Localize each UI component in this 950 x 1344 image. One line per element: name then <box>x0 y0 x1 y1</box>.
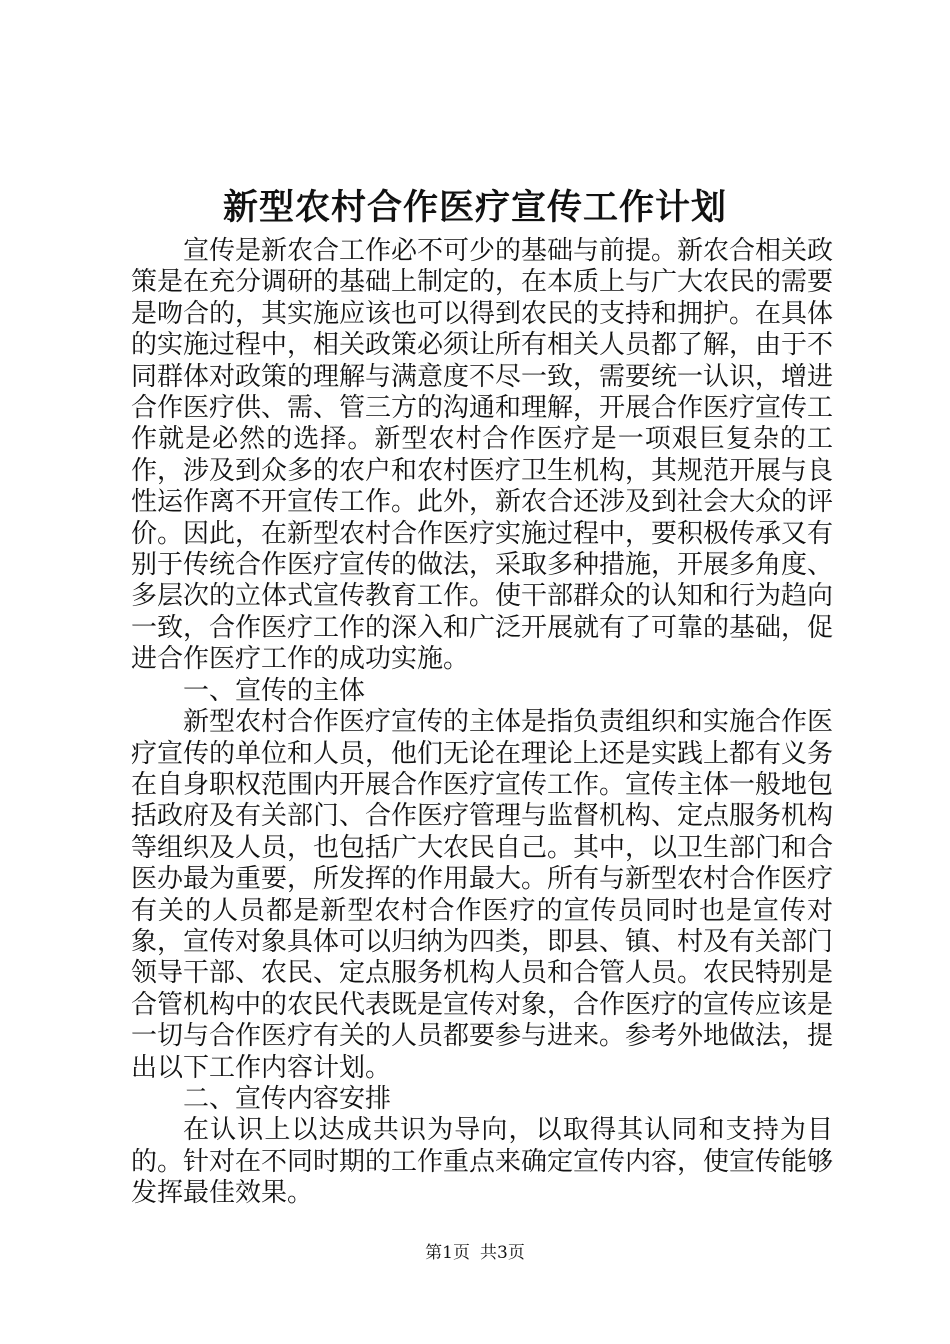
paragraph-content: 在认识上以达成共识为导向，以取得其认同和支持为目的。针对在不同时期的工作重点来确定宣传内容，使宣传能够发挥最佳效果。 <box>131 1115 834 1209</box>
page-total: 共3页 <box>480 1243 525 1263</box>
document-title: 新型农村合作医疗宣传工作计划 <box>222 187 727 228</box>
document-body <box>131 236 833 1210</box>
paragraph-subject: 新型农村合作医疗宣传的主体是指负责组织和实施合作医疗宣传的单位和人员，他们无论在理论上还是实践上都有义务在自身职权范围内开展合作医疗宣传工作。宣传主体一般地包括政府及有关部门、合作医疗管理与监督机构、定点服务机构等组织及人员，也包括广大农民自己。其中，以卫生部门和合医办最为重要，所发挥的作用最大。所有与新型农村合作医疗有关的人员都是新型农村合作医疗的宣传员同时也是宣传对象，宣传对象具体可以归纳为四类，即县、镇、村及有关部门领导干部、农民、定点服务机构人员和合管人员。农民特别是合管机构中的农民代表既是宣传对象，合作医疗的宣传应该是一切与合作医疗有关的人员都要参与进来。参考外地做法，提出以下工作内容计划。 <box>131 707 834 1083</box>
page-number: 第1页 <box>425 1243 470 1263</box>
page-footer <box>0 1241 950 1265</box>
paragraph-intro: 宣传是新农合工作必不可少的基础与前提。新农合相关政策是在充分调研的基础上制定的，在本质上与广大农民的需要是吻合的，其实施应该也可以得到农民的支持和拥护。在具体的实施过程中，相关政策必须让所有相关人员都了解，由于不同群体对政策的理解与满意度不尽一致，需要统一认识，增进合作医疗供、需、管三方的沟通和理解，开展合作医疗宣传工作就是必然的选择。新型农村合作医疗是一项艰巨复杂的工作，涉及到众多的农户和农村医疗卫生机构，其规范开展与良性运作离不开宣传工作。此外，新农合还涉及到社会大众的评价。因此，在新型农村合作医疗实施过程中，要积极传承又有别于传统合作医疗宣传的做法，采取多种措施，开展多角度、多层次的立体式宣传教育工作。使干部群众的认知和行为趋向一致，合作医疗工作的深入和广泛开展就有了可靠的基础，促进合作医疗工作的成功实施。 <box>131 236 834 675</box>
section-heading-1: 一、宣传的主体 <box>183 675 366 706</box>
section-heading-2: 二、宣传内容安排 <box>183 1083 392 1114</box>
